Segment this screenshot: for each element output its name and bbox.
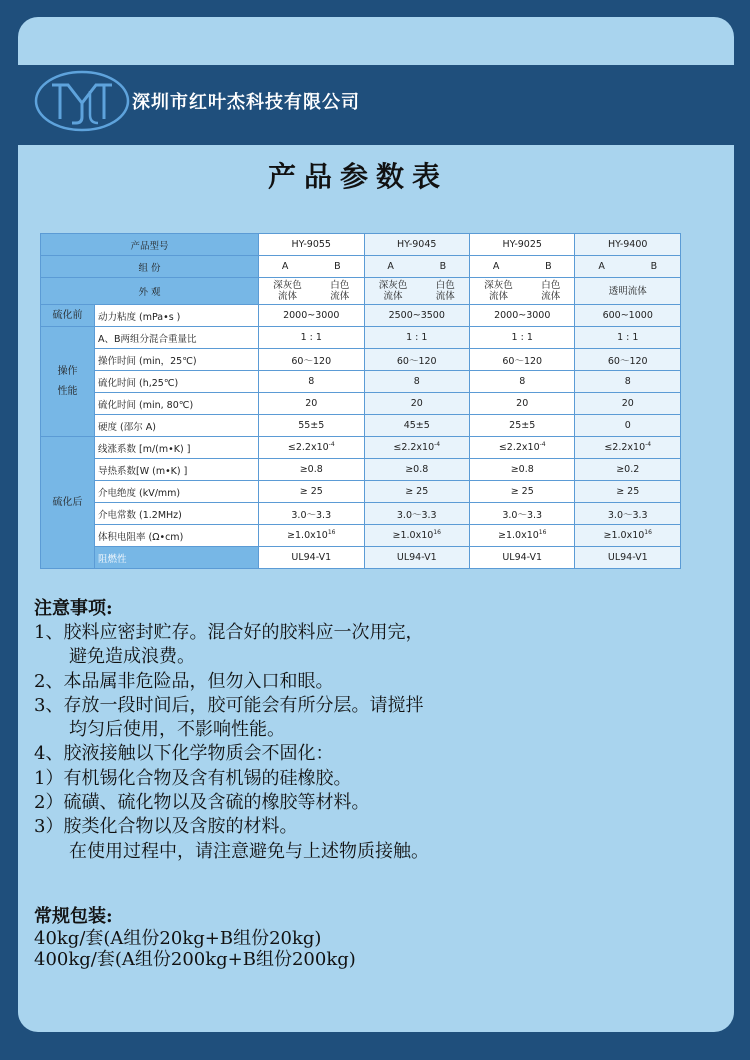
component-cell — [575, 256, 681, 278]
table-row — [41, 503, 681, 525]
table-row — [41, 547, 681, 569]
appearance-value — [609, 286, 647, 297]
param-label: 硫化时间 (h,25℃) — [95, 371, 259, 393]
param-value: 60～120 — [575, 349, 681, 371]
appearance-header: 外 观 — [41, 278, 259, 305]
param-value: ≥ 25 — [259, 481, 364, 503]
value-base: ≤2.2x10 — [287, 442, 329, 453]
param-value: 0 — [575, 415, 681, 437]
param-value — [259, 525, 364, 547]
note-line: 3）胺类化合物以及含胺的材料。 — [34, 816, 298, 838]
notes-section — [34, 597, 704, 864]
param-value: ≥0.8 — [259, 459, 364, 481]
appearance-cell — [469, 278, 574, 305]
appearance-value — [436, 280, 455, 302]
model-header: 产品型号 — [41, 234, 259, 256]
param-value: 60～120 — [259, 349, 364, 371]
param-value: 3.0～3.3 — [259, 503, 364, 525]
param-value: ≥ 25 — [575, 481, 681, 503]
value-base: ≤2.2x10 — [393, 442, 435, 453]
page-title: 产品参数表 — [267, 160, 448, 193]
appearance-cell — [575, 278, 681, 305]
model-cell: HY-9055 — [259, 234, 364, 256]
param-label: A、B两组分混合重量比 — [95, 327, 259, 349]
appearance-text: 透明流体 — [608, 285, 647, 297]
param-value: 45±5 — [364, 415, 469, 437]
param-value: 20 — [575, 393, 681, 415]
value-exponent: 16 — [538, 528, 547, 536]
group-before-cure: 硫化前 — [41, 305, 95, 327]
value-base: ≤2.2x10 — [498, 442, 540, 453]
note-line: 2、本品属非危险品，但勿入口和眼。 — [34, 670, 334, 692]
param-value: 8 — [259, 371, 364, 393]
param-value: 8 — [575, 371, 681, 393]
param-value: UL94-V1 — [364, 547, 469, 569]
table-row — [41, 327, 681, 349]
value-base: ≤2.2x10 — [604, 442, 646, 453]
group-after-cure: 硫化后 — [41, 437, 95, 569]
appearance-value — [330, 280, 349, 302]
table-row — [41, 415, 681, 437]
table-row — [41, 349, 681, 371]
appearance-text: 深灰色 — [378, 280, 408, 291]
param-label: 线涨系数 [m/(m•K) ] — [95, 437, 259, 459]
appearance-value — [541, 280, 560, 302]
appearance-text: 深灰色 — [484, 280, 513, 291]
component-value: A — [492, 261, 500, 272]
param-value: ≥0.8 — [364, 459, 469, 481]
component-cell — [364, 256, 469, 278]
param-value: UL94-V1 — [259, 547, 364, 569]
param-value: 8 — [364, 371, 469, 393]
note-line: 1）有机锡化合物及含有机锡的硅橡胶。 — [34, 767, 352, 789]
table-row — [41, 437, 681, 459]
param-label: 体积电阻率 (Ω•cm) — [95, 525, 259, 547]
param-label: 硬度 (邵尔 A) — [95, 415, 259, 437]
param-label: 阻燃性 — [95, 547, 259, 569]
table-row — [41, 305, 681, 327]
param-value: 25±5 — [469, 415, 574, 437]
param-value: 60～120 — [364, 349, 469, 371]
packaging-section — [34, 906, 356, 970]
value-exponent: 16 — [327, 528, 336, 536]
table-row — [41, 481, 681, 503]
param-value — [575, 437, 681, 459]
component-value: B — [650, 261, 658, 272]
component-value: A — [387, 261, 394, 272]
note-line: 2）硫磺、硫化物以及含硫的橡胶等材料。 — [34, 792, 370, 814]
table-row — [41, 234, 681, 256]
packaging-heading: 常规包装: — [34, 906, 113, 927]
note-line: 均匀后使用，不影响性能。 — [69, 719, 285, 741]
group-operation — [41, 327, 95, 437]
param-value: ≥ 25 — [364, 481, 469, 503]
packaging-line: 400kg/套(A组份200kg+B组份200kg) — [34, 949, 356, 970]
group-text: 性能 — [57, 385, 78, 397]
packaging-line: 40kg/套(A组份20kg+B组份20kg) — [34, 928, 322, 949]
note-line: 4、胶液接触以下化学物质会不固化： — [34, 743, 334, 765]
param-label: 导热系数[W (m•K) ] — [95, 459, 259, 481]
component-value: B — [334, 261, 341, 272]
model-cell: HY-9025 — [469, 234, 574, 256]
company-name: 深圳市红叶杰科技有限公司 — [132, 92, 360, 113]
value-exponent: -4 — [539, 440, 546, 448]
appearance-text: 白色 — [541, 280, 561, 291]
param-value: 20 — [469, 393, 574, 415]
param-value: 1 : 1 — [469, 327, 574, 349]
value-exponent: 16 — [433, 528, 441, 536]
appearance-text: 白色 — [435, 280, 455, 291]
value-base: ≥1.0x10 — [392, 530, 434, 541]
appearance-cell — [364, 278, 469, 305]
note-line: 3、存放一段时间后，胶可能会有所分层。请搅拌 — [34, 694, 424, 716]
appearance-text: 流体 — [488, 291, 508, 302]
table-row — [41, 525, 681, 547]
appearance-text: 白色 — [330, 280, 350, 291]
note-line: 1、胶料应密封贮存。混合好的胶料应一次用完， — [34, 622, 424, 643]
param-value: 2000~3000 — [259, 305, 364, 327]
table-row — [41, 256, 681, 278]
component-header: 组 份 — [41, 256, 259, 278]
param-value: 3.0～3.3 — [364, 503, 469, 525]
component-cell — [469, 256, 574, 278]
model-cell: HY-9400 — [575, 234, 681, 256]
param-value: ≥0.8 — [469, 459, 574, 481]
model-cell: HY-9045 — [364, 234, 469, 256]
param-value — [364, 525, 469, 547]
appearance-value — [273, 280, 302, 302]
param-value: 600~1000 — [575, 305, 681, 327]
param-value: 3.0～3.3 — [575, 503, 681, 525]
appearance-value — [484, 280, 513, 302]
value-exponent: 16 — [644, 528, 652, 536]
param-value: 1 : 1 — [259, 327, 364, 349]
component-cell — [259, 256, 364, 278]
appearance-text: 流体 — [330, 291, 350, 302]
param-value: 20 — [259, 393, 364, 415]
param-value — [575, 525, 681, 547]
table-row — [41, 459, 681, 481]
table-row — [41, 371, 681, 393]
param-value: 20 — [364, 393, 469, 415]
component-value: A — [281, 261, 289, 272]
param-label: 硫化时间 (min, 80℃) — [95, 393, 259, 415]
value-exponent: -4 — [645, 440, 652, 448]
note-line: 在使用过程中，请注意避免与上述物质接触。 — [69, 840, 429, 862]
appearance-text: 流体 — [278, 291, 298, 302]
value-exponent: -4 — [328, 440, 335, 448]
table-row — [41, 393, 681, 415]
param-value: 55±5 — [259, 415, 364, 437]
component-value: B — [439, 261, 447, 272]
param-value: 8 — [469, 371, 574, 393]
param-value: 60～120 — [469, 349, 574, 371]
notes-heading: 注意事项: — [34, 598, 113, 619]
param-value: 3.0～3.3 — [469, 503, 574, 525]
appearance-text: 流体 — [541, 291, 561, 302]
param-label: 动力粘度 (mPa•s ) — [95, 305, 259, 327]
param-label: 介电常数 (1.2MHz) — [95, 503, 259, 525]
value-base: ≥1.0x10 — [287, 530, 328, 541]
param-value: 2500~3500 — [364, 305, 469, 327]
component-value: A — [598, 261, 605, 272]
param-value — [259, 437, 364, 459]
param-value: 2000~3000 — [469, 305, 574, 327]
appearance-text: 流体 — [383, 291, 403, 302]
value-base: ≥1.0x10 — [603, 530, 645, 541]
appearance-text: 深灰色 — [273, 280, 302, 291]
param-value: ≥0.2 — [575, 459, 681, 481]
param-value — [469, 437, 574, 459]
component-value: B — [545, 261, 552, 272]
param-label: 操作时间 (min，25℃) — [95, 349, 259, 371]
param-value — [364, 437, 469, 459]
company-logo — [34, 69, 130, 133]
parameter-table — [40, 233, 681, 569]
value-base: ≥1.0x10 — [498, 530, 539, 541]
param-value: 1 : 1 — [575, 327, 681, 349]
appearance-value — [379, 280, 408, 302]
appearance-text: 流体 — [435, 291, 455, 302]
param-value: UL94-V1 — [575, 547, 681, 569]
param-value — [469, 525, 574, 547]
table-row — [41, 278, 681, 305]
appearance-cell — [259, 278, 364, 305]
param-value: 1 : 1 — [364, 327, 469, 349]
param-label: 介电绝度 (kV/mm) — [95, 481, 259, 503]
value-exponent: -4 — [434, 440, 441, 448]
group-text: 操作 — [57, 365, 78, 377]
note-line: 避免造成浪费。 — [69, 646, 195, 668]
param-value: UL94-V1 — [469, 547, 574, 569]
param-value: ≥ 25 — [469, 481, 574, 503]
